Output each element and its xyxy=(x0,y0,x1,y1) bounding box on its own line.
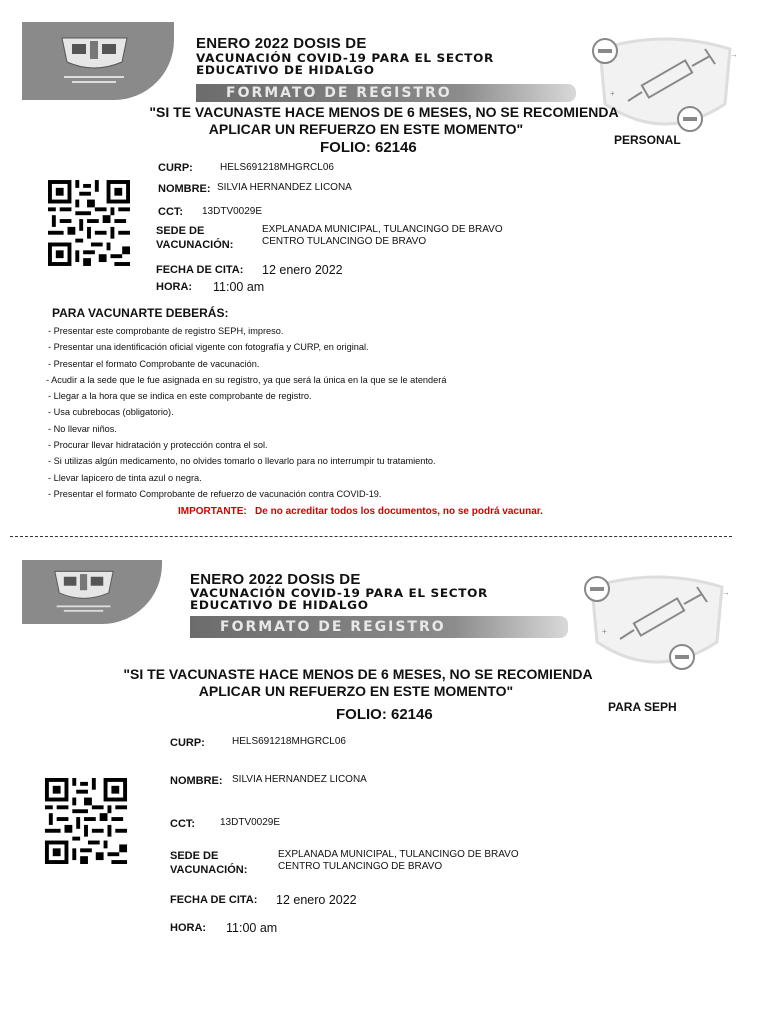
qr-code-icon xyxy=(48,180,130,266)
sede-value-2: CENTRO TULANCINGO DE BRAVO xyxy=(262,236,427,247)
quote-line-2: APLICAR UN REFUERZO EN ESTE MOMENTO" xyxy=(208,121,524,137)
hora-label: HORA: xyxy=(156,281,193,293)
nombre-value: SILVIA HERNANDEZ LICONA xyxy=(217,182,352,193)
list-item: - Procurar llevar hidratación y protección contra el sol. xyxy=(48,440,268,451)
copy-label: PERSONAL xyxy=(614,133,681,147)
sede-value-1: EXPLANADA MUNICIPAL, TULANCINGO DE BRAVO xyxy=(278,849,519,860)
header-subtitle-1: VACUNACIÓN COVID-19 PARA EL SECTOR xyxy=(190,586,488,600)
list-item: - No llevar niños. xyxy=(48,423,117,434)
list-item: - Llevar lapicero de tinta azul o negra. xyxy=(48,472,202,483)
important-label: IMPORTANTE: xyxy=(178,506,247,517)
list-item: - Presentar el formato Comprobante de refuerzo de vacunación contra COVID-19. xyxy=(48,488,382,499)
cct-value: 13DTV0029E xyxy=(202,206,263,217)
header-subtitle-1: VACUNACIÓN COVID-19 PARA EL SECTOR xyxy=(196,51,494,65)
sede-value-2: CENTRO TULANCINGO DE BRAVO xyxy=(278,861,443,872)
hora-value: 11:00 am xyxy=(213,280,265,294)
instructions-title: PARA VACUNARTE DEBERÁS: xyxy=(52,306,229,320)
sede-label-2: VACUNACIÓN: xyxy=(170,864,248,876)
important-note xyxy=(178,506,543,517)
svg-text:+: + xyxy=(610,89,615,98)
government-logo xyxy=(22,560,162,624)
fecha-value: 12 enero 2022 xyxy=(276,893,357,907)
government-logo-icon xyxy=(44,566,124,618)
government-logo xyxy=(22,22,174,100)
svg-text:+: + xyxy=(602,627,607,636)
curp-value: HELS691218MHGRCL06 xyxy=(220,162,334,173)
header-banner: FORMATO DE REGISTRO xyxy=(190,616,568,638)
header-subtitle-2: EDUCATIVO DE HIDALGO xyxy=(190,598,369,612)
folio: FOLIO: 62146 xyxy=(336,706,433,723)
cct-label: CCT: xyxy=(158,206,184,218)
copy-label: PARA SEPH xyxy=(608,700,677,714)
header-banner: FORMATO DE REGISTRO xyxy=(196,84,576,102)
sede-value-1: EXPLANADA MUNICIPAL, TULANCINGO DE BRAVO xyxy=(262,224,503,235)
list-item: - Presentar este comprobante de registro SEPH, impreso. xyxy=(48,326,284,336)
folio: FOLIO: 62146 xyxy=(320,139,417,156)
qr-code-icon xyxy=(44,778,128,864)
instructions-list xyxy=(48,323,738,502)
hora-value: 11:00 am xyxy=(226,921,278,935)
svg-text:→: → xyxy=(730,50,738,59)
quote-line-2: APLICAR UN REFUERZO EN ESTE MOMENTO" xyxy=(198,683,514,699)
curp-label: CURP: xyxy=(158,162,193,174)
fecha-value: 12 enero 2022 xyxy=(262,263,343,277)
list-item: - Presentar el formato Comprobante de vacunación. xyxy=(48,358,260,369)
header-month: ENERO 2022 DOSIS DE xyxy=(196,35,367,52)
cut-line xyxy=(10,536,732,537)
government-logo-icon xyxy=(52,32,137,90)
nombre-value: SILVIA HERNANDEZ LICONA xyxy=(232,774,367,785)
quote-line-1: "SI TE VACUNASTE HACE MENOS DE 6 MESES, NO SE RECOMIENDA xyxy=(149,104,619,120)
sede-label-2: VACUNACIÓN: xyxy=(156,239,234,251)
curp-value: HELS691218MHGRCL06 xyxy=(232,736,346,747)
list-item: - Acudir a la sede que le fue asignada en su registro, ya que será la única en la que se le atenderá xyxy=(46,374,447,385)
list-item: - Llegar a la hora que se indica en este comprobante de registro. xyxy=(48,391,312,402)
list-item: - Si utilizas algún medicamento, no olvides tomarlo o llevarlo para no interrumpir tu tratamiento. xyxy=(48,456,436,467)
list-item: - Presentar una identificación oficial vigente con fotografía y CURP, en original. xyxy=(48,342,369,353)
list-item: - Usa cubrebocas (obligatorio). xyxy=(48,407,174,418)
curp-label: CURP: xyxy=(170,737,205,749)
cct-label: CCT: xyxy=(170,818,196,830)
fecha-label: FECHA DE CITA: xyxy=(170,894,258,906)
hora-label: HORA: xyxy=(170,922,207,934)
fecha-label: FECHA DE CITA: xyxy=(156,264,244,276)
nombre-label: NOMBRE: xyxy=(158,183,211,195)
header-subtitle-2: EDUCATIVO DE HIDALGO xyxy=(196,63,375,77)
header-month: ENERO 2022 DOSIS DE xyxy=(190,571,361,588)
sede-label-1: SEDE DE xyxy=(170,850,219,862)
vaccine-shield-icon xyxy=(572,572,742,672)
quote-line-1: "SI TE VACUNASTE HACE MENOS DE 6 MESES, NO SE RECOMIENDA xyxy=(123,666,593,682)
sede-label-1: SEDE DE xyxy=(156,225,205,237)
nombre-label: NOMBRE: xyxy=(170,775,223,787)
svg-text:→: → xyxy=(722,588,730,597)
cct-value: 13DTV0029E xyxy=(220,817,281,828)
important-text: De no acreditar todos los documentos, no se podrá vacunar. xyxy=(255,506,543,517)
